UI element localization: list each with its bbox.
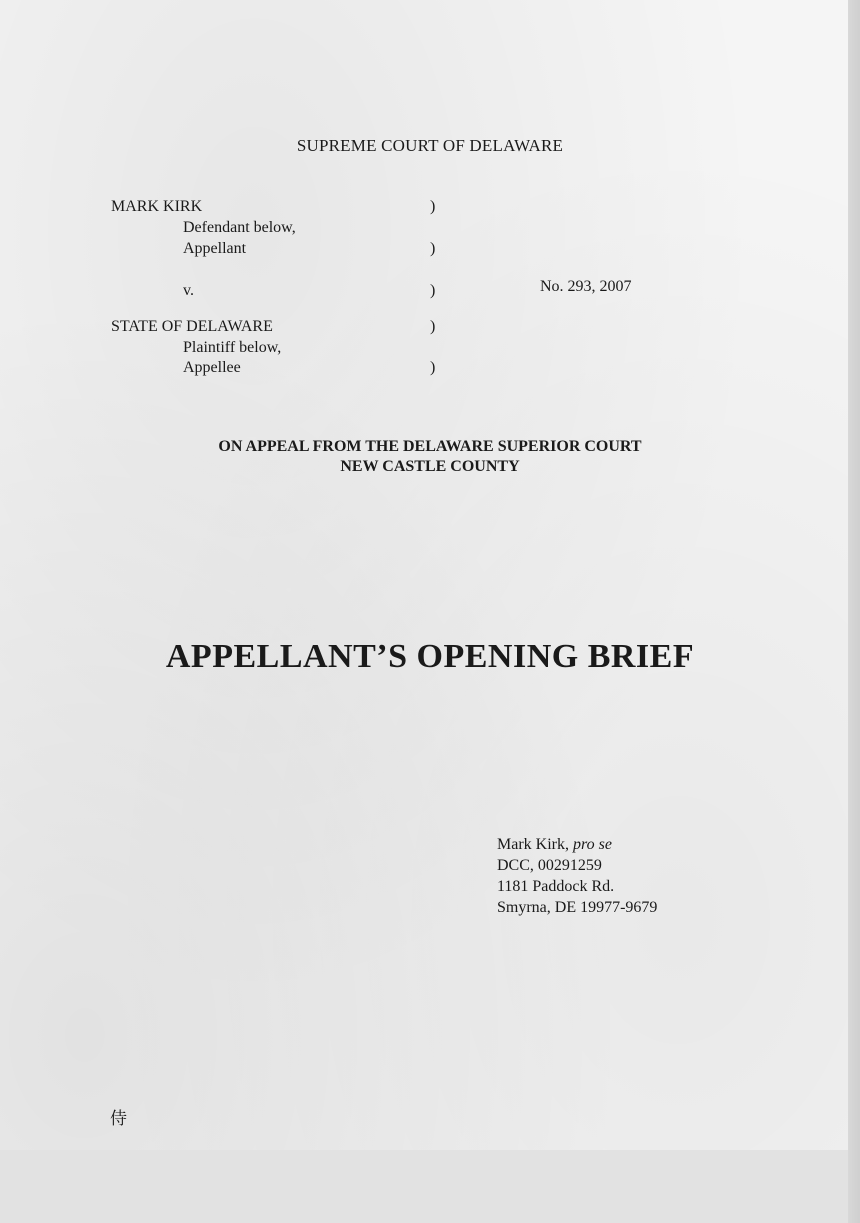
appellee-role: Appellee bbox=[183, 359, 241, 376]
appeal-county-line: NEW CASTLE COUNTY bbox=[340, 458, 520, 475]
signature-name bbox=[497, 836, 612, 854]
caption-parenthesis: ) bbox=[430, 359, 436, 376]
appellee-role-below: Plaintiff below, bbox=[183, 339, 282, 356]
city-address: Smyrna, DE 19977-9679 bbox=[497, 899, 658, 916]
appellant-name: MARK KIRK bbox=[111, 198, 203, 215]
signature-name-text: Mark Kirk, bbox=[497, 836, 573, 853]
versus: v. bbox=[183, 282, 194, 299]
court-header: SUPREME COURT OF DELAWARE bbox=[296, 136, 564, 155]
appellant-role: Appellant bbox=[183, 240, 247, 257]
footer-mark: 侍 bbox=[110, 1109, 127, 1129]
brief-title: APPELLANT’S OPENING BRIEF bbox=[165, 638, 695, 675]
appellant-role-below: Defendant below, bbox=[183, 219, 296, 236]
appeal-source-line: ON APPEAL FROM THE DELAWARE SUPERIOR COURT bbox=[218, 438, 642, 455]
caption-parenthesis: ) bbox=[430, 240, 436, 257]
case-number: No. 293, 2007 bbox=[540, 278, 632, 295]
appellee-name: STATE OF DELAWARE bbox=[111, 318, 273, 335]
street-address: 1181 Paddock Rd. bbox=[497, 878, 615, 895]
scan-bottom-strip bbox=[0, 1150, 860, 1223]
scan-right-edge bbox=[848, 0, 860, 1223]
caption-parenthesis: ) bbox=[430, 198, 436, 215]
caption-parenthesis: ) bbox=[430, 318, 436, 335]
inmate-id: DCC, 00291259 bbox=[497, 857, 602, 874]
pro-se-label: pro se bbox=[572, 836, 612, 853]
caption-parenthesis: ) bbox=[430, 282, 436, 299]
